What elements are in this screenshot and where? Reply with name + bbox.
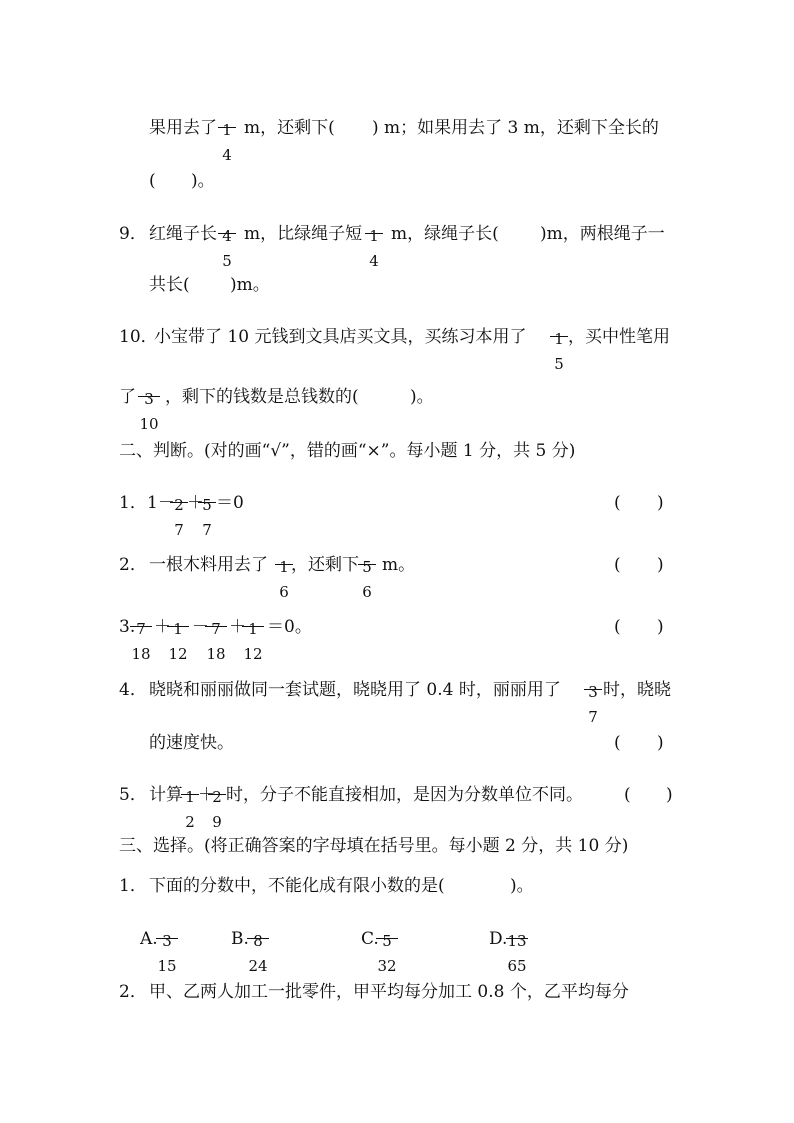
fraction-numerator: 3 <box>588 683 598 701</box>
s2-q3 <box>0 603 794 663</box>
s2-q4-line-2 <box>0 719 794 767</box>
answer-paren-close: )。 <box>191 171 215 191</box>
q9-text-e: 共长( <box>149 275 190 295</box>
fraction <box>216 210 238 270</box>
q10-line-2 <box>0 373 794 433</box>
fraction <box>504 915 530 975</box>
q9-text-b: m，比绿绳子短 <box>244 224 363 244</box>
answer-paren-close: ) <box>657 493 664 513</box>
fraction <box>582 666 604 726</box>
q9-text-d: )m，两根绳子一 <box>540 224 665 244</box>
question-number: 3. <box>119 617 136 637</box>
s2-q2 <box>0 541 794 601</box>
s2-q5-text-b: ＋ <box>198 785 215 805</box>
answer-paren-close: ) <box>657 555 664 575</box>
fraction-bar <box>218 233 236 234</box>
fraction-bar <box>138 396 160 397</box>
fraction-bar <box>170 502 188 503</box>
fraction-denominator: 12 <box>243 645 263 663</box>
answer-paren-close: ) <box>657 617 664 637</box>
fraction-numerator: 3 <box>162 932 172 950</box>
fraction-numerator: 5 <box>362 558 372 576</box>
fraction-bar <box>130 626 152 627</box>
question-number: 2． <box>119 982 147 1002</box>
question-number: 1． <box>119 876 147 896</box>
fraction-denominator: 7 <box>174 521 184 539</box>
fraction-numerator: 1 <box>222 121 232 139</box>
fraction-bar <box>584 689 602 690</box>
q8-text-a: 果用去了 <box>149 118 217 138</box>
fraction-numerator: 7 <box>211 620 221 638</box>
fraction-numerator: 2 <box>174 496 184 514</box>
option-b-label: B. <box>231 929 249 949</box>
fraction-numerator: 3 <box>144 390 154 408</box>
fraction-bar <box>242 626 264 627</box>
fraction-bar <box>247 938 269 939</box>
s2-q2-text-b: ，还剩下 <box>291 555 359 575</box>
q10-line-1 <box>0 313 794 373</box>
fraction-denominator: 4 <box>222 146 232 164</box>
fraction <box>245 915 271 975</box>
question-number: 10． <box>119 327 158 347</box>
s3-options <box>0 915 794 975</box>
s2-q2-text-c: m。 <box>382 555 416 575</box>
q9-text-a: 红绳子长 <box>149 224 217 244</box>
s3-q1 <box>0 862 794 910</box>
q9-text-f: )m。 <box>230 275 270 295</box>
fraction-bar <box>198 502 216 503</box>
question-number: 9． <box>119 224 147 244</box>
fraction <box>363 210 385 270</box>
fraction-denominator: 7 <box>588 708 598 726</box>
s2-q3-text-c: ＝0。 <box>267 617 312 637</box>
option-c-label: C. <box>361 929 379 949</box>
s2-q4-line-1 <box>0 666 794 726</box>
section-2-heading <box>0 427 794 475</box>
section-heading-text: 二、判断。(对的画“√”，错的画“×”。每小题 1 分，共 5 分) <box>119 441 576 461</box>
fraction-denominator: 4 <box>369 252 379 270</box>
q10-text-a: 小宝带了 10 元钱到文具店买文具，买练习本用了 <box>154 327 527 347</box>
fraction-bar <box>156 938 178 939</box>
answer-paren-open: ( <box>614 555 621 575</box>
fraction-bar <box>506 938 528 939</box>
q10-text-d: ，剩下的钱数是总钱数的( <box>165 387 359 407</box>
fraction-numerator: 1 <box>173 620 183 638</box>
fraction-numerator: 1 <box>248 620 258 638</box>
fraction-denominator: 15 <box>157 957 177 975</box>
fraction-numerator: 1 <box>554 330 564 348</box>
q10-text-c: 了 <box>119 387 136 407</box>
q10-text-b: ，买中性笔用 <box>568 327 670 347</box>
fraction-numerator: 5 <box>202 496 212 514</box>
q8-text-b: m，还剩下( <box>244 118 335 138</box>
q8-line-1 <box>0 104 794 164</box>
fraction <box>206 771 228 831</box>
s2-q1 <box>0 479 794 539</box>
question-number: 2． <box>119 555 147 575</box>
fraction <box>374 915 400 975</box>
q9-text-c: m，绿绳子长( <box>391 224 499 244</box>
fraction-denominator: 9 <box>212 813 222 831</box>
question-number: 1． <box>119 493 147 513</box>
fraction-numerator: 4 <box>222 227 232 245</box>
q9-line-2 <box>0 261 794 309</box>
answer-paren-open: ( <box>614 617 621 637</box>
answer-paren-close: ) <box>657 733 664 753</box>
answer-paren-close: ) <box>666 785 673 805</box>
s2-q1-text-a: 1－ <box>147 493 175 513</box>
s2-q1-text-b: ＋ <box>187 493 204 513</box>
answer-paren-open: ( <box>614 493 621 513</box>
fraction-denominator: 5 <box>554 355 564 373</box>
fraction-denominator: 5 <box>222 252 232 270</box>
fraction <box>356 541 378 601</box>
fraction-denominator: 18 <box>131 645 151 663</box>
fraction-denominator: 18 <box>206 645 226 663</box>
fraction-numerator: 5 <box>382 932 392 950</box>
fraction <box>154 915 180 975</box>
s3-q2 <box>0 968 794 1016</box>
s2-q4-text-a: 晓晓和丽丽做同一套试题，晓晓用了 0.4 时，丽丽用了 <box>149 680 561 700</box>
fraction-denominator: 12 <box>168 645 188 663</box>
s2-q2-text-a: 一根木料用去了 <box>149 555 268 575</box>
fraction <box>548 313 570 373</box>
fraction-denominator: 32 <box>377 957 397 975</box>
s2-q5 <box>0 771 794 831</box>
fraction-numerator: 7 <box>136 620 146 638</box>
fraction <box>136 373 162 433</box>
fraction-numerator: 2 <box>212 788 222 806</box>
question-number: 4． <box>119 680 147 700</box>
fraction-bar <box>167 626 189 627</box>
answer-paren-open: ( <box>614 733 621 753</box>
fraction-bar <box>550 336 568 337</box>
fraction-bar <box>376 938 398 939</box>
answer-paren-open: ( <box>149 171 156 191</box>
s2-q4-text-c: 的速度快。 <box>149 733 234 753</box>
s2-q5-text-a: 计算 <box>149 785 183 805</box>
q9-line-1 <box>0 210 794 270</box>
q10-text-e: )。 <box>410 387 434 407</box>
s3-q1-text-a: 下面的分数中，不能化成有限小数的是( <box>149 876 445 896</box>
q8-line-2 <box>0 157 794 205</box>
fraction-denominator: 65 <box>507 957 527 975</box>
fraction-numerator: 1 <box>279 558 289 576</box>
s3-q1-text-b: )。 <box>510 876 534 896</box>
s3-q2-text-a: 甲、乙两人加工一批零件，甲平均每分加工 0.8 个，乙平均每分 <box>149 982 629 1002</box>
fraction-numerator: 1 <box>185 788 195 806</box>
fraction-bar <box>218 127 236 128</box>
fraction-numerator: 13 <box>507 932 527 950</box>
fraction-bar <box>365 233 383 234</box>
fraction <box>196 479 218 539</box>
fraction-bar <box>208 794 226 795</box>
fraction <box>165 603 191 663</box>
s2-q1-text-c: ＝0 <box>216 493 244 513</box>
fraction <box>128 603 154 663</box>
fraction-denominator: 2 <box>185 813 195 831</box>
s2-q3-op-2: － <box>192 617 209 637</box>
s2-q5-text-c: 时，分子不能直接相加，是因为分数单位不同。 <box>226 785 583 805</box>
question-number: 5． <box>119 785 147 805</box>
fraction-denominator: 24 <box>248 957 268 975</box>
fraction-denominator: 6 <box>362 583 372 601</box>
section-heading-text: 三、选择。(将正确答案的字母填在括号里。每小题 2 分，共 10 分) <box>119 836 629 856</box>
option-d-label: D. <box>489 929 508 949</box>
fraction <box>216 104 238 164</box>
fraction <box>240 603 266 663</box>
fraction-numerator: 8 <box>253 932 263 950</box>
fraction-denominator: 7 <box>202 521 212 539</box>
option-a-label: A. <box>140 929 158 949</box>
fraction-bar <box>358 564 376 565</box>
fraction-denominator: 10 <box>139 415 159 433</box>
fraction-numerator: 1 <box>369 227 379 245</box>
fraction <box>203 603 229 663</box>
answer-paren-open: ( <box>624 785 631 805</box>
q8-text-c: ) m；如果用去了 3 m，还剩下全长的 <box>372 118 659 138</box>
fraction-bar <box>181 794 199 795</box>
s2-q4-text-b: 时，晓晓 <box>603 680 671 700</box>
s2-q3-op-3: ＋ <box>229 617 246 637</box>
fraction-bar <box>205 626 227 627</box>
s2-q3-op-1: ＋ <box>154 617 171 637</box>
fraction-denominator: 6 <box>279 583 289 601</box>
